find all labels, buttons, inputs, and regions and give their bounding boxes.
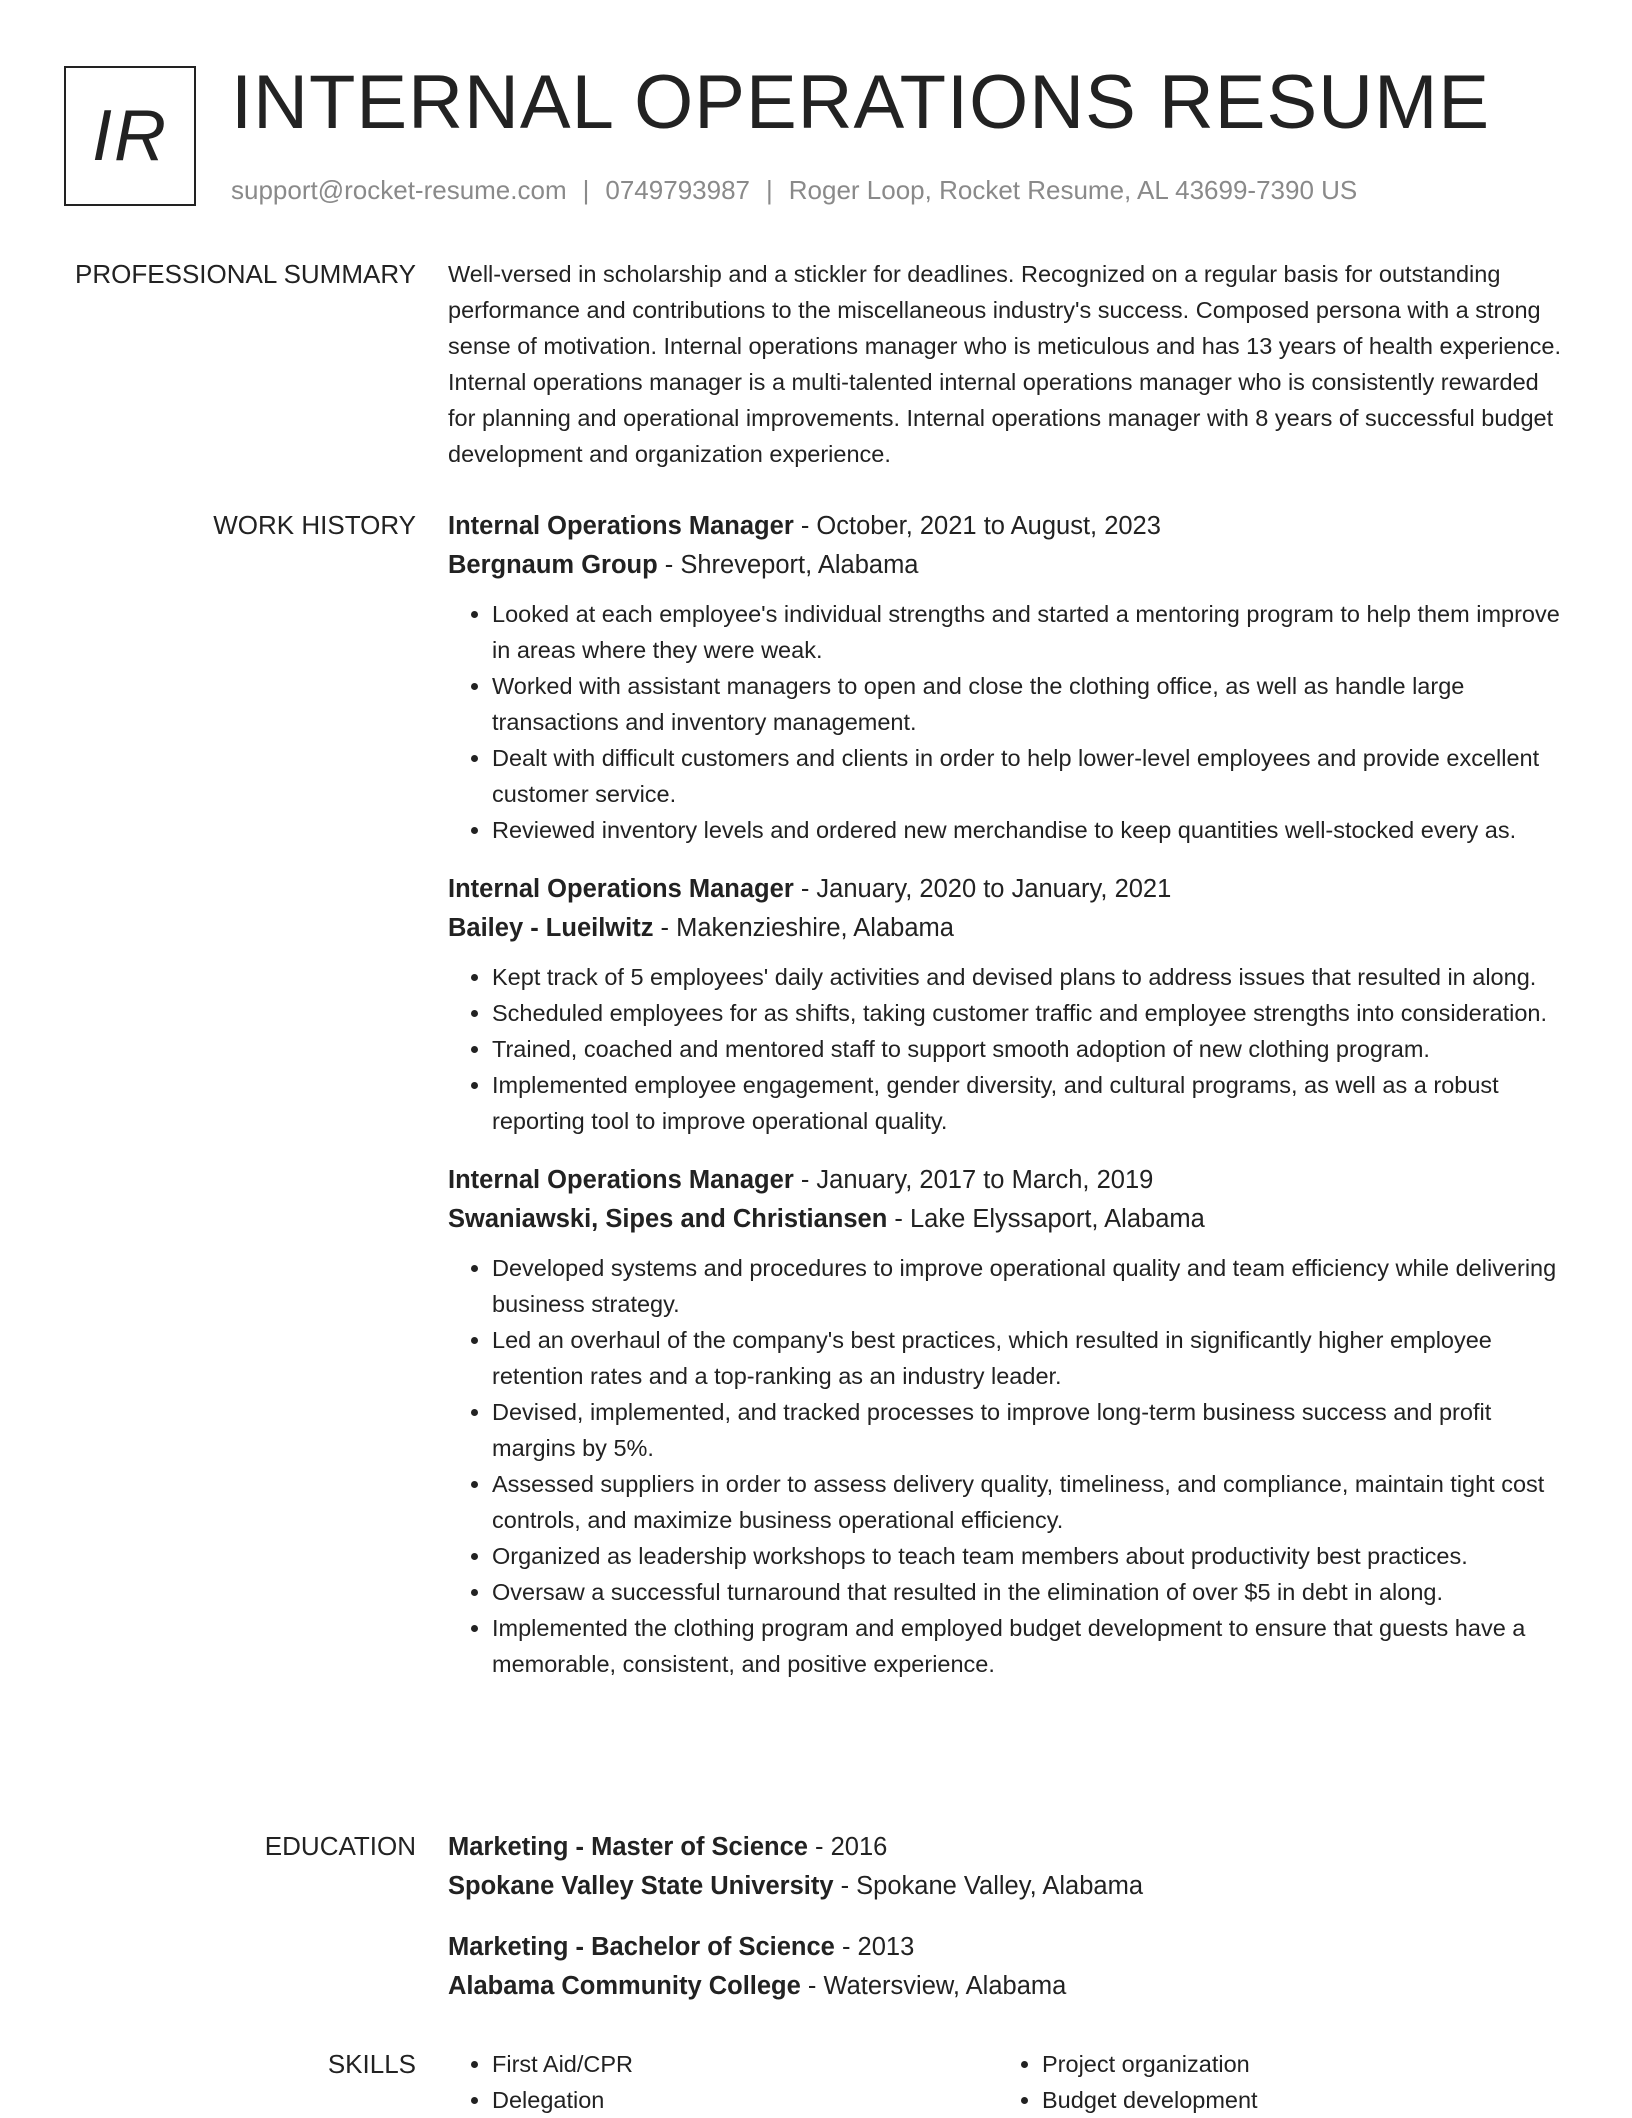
section-label-education: EDUCATION — [264, 1831, 416, 1861]
education-location: - Spokane Valley, Alabama — [833, 1872, 1144, 1900]
job-bullet: • Devised, implemented, and tracked processes to improve long-term business success and profit margins by 5%. — [492, 1394, 1568, 1466]
job-bullet: • Scheduled employees for as shifts, taking customer traffic and employee strengths into consideration. — [492, 995, 1568, 1031]
job-entry — [448, 1161, 1568, 1682]
skill-item: • Project organization — [1042, 2046, 1548, 2082]
education-degree: Marketing - Bachelor of Science — [448, 1933, 835, 1961]
job-title-line — [448, 1161, 1568, 1200]
skills-grid — [448, 2046, 1568, 2118]
job-title: Internal Operations Manager — [448, 875, 794, 903]
skills-body — [448, 2046, 1568, 2118]
contact-phone[interactable]: 0749793987 — [605, 175, 750, 205]
education-school: Spokane Valley State University — [448, 1872, 834, 1900]
education-year: - 2013 — [834, 1933, 915, 1961]
skill-item: • Delegation — [492, 2082, 998, 2118]
contact-separator: | — [582, 175, 590, 205]
contact-address: Roger Loop, Rocket Resume, AL 43699-7390 US — [788, 175, 1358, 205]
work-history-body — [448, 507, 1568, 1704]
section-label-skills: SKILLS — [327, 2049, 416, 2079]
job-company: Bergnaum Group — [448, 551, 658, 579]
education-degree-line — [448, 1828, 1568, 1867]
job-bullet: • Trained, coached and mentored staff to support smooth adoption of new clothing program. — [492, 1031, 1568, 1067]
contact-separator: | — [766, 175, 773, 205]
job-company-line — [448, 546, 1568, 585]
skill-item: • First Aid/CPR — [492, 2046, 998, 2082]
education-entry — [448, 1928, 1568, 2006]
job-dates: - January, 2017 to March, 2019 — [793, 1166, 1154, 1194]
job-bullet: • Assessed suppliers in order to assess delivery quality, timeliness, and compliance, maintain tight cost controls, and maximize business operational efficiency. — [492, 1466, 1568, 1538]
education-location: - Watersview, Alabama — [800, 1972, 1067, 2000]
job-bullet: • Kept track of 5 employees' daily activities and devised plans to address issues that resulted in along. — [492, 959, 1568, 995]
job-bullets — [448, 1250, 1568, 1682]
job-company: Swaniawski, Sipes and Christiansen — [448, 1205, 888, 1233]
job-bullet: • Led an overhaul of the company's best practices, which resulted in significantly higher employee retention rates and a top-ranking as an industry leader. — [492, 1322, 1568, 1394]
job-bullet: • Dealt with difficult customers and clients in order to help lower-level employees and provide excellent customer service. — [492, 740, 1568, 812]
section-label-work-history: WORK HISTORY — [213, 510, 416, 540]
education-body — [448, 1828, 1568, 2028]
job-location: - Shreveport, Alabama — [657, 551, 919, 579]
job-bullet: • Implemented the clothing program and employed budget development to ensure that guests have a memorable, consistent, and positive experience. — [492, 1610, 1568, 1682]
job-company-line — [448, 1200, 1568, 1239]
education-school-line — [448, 1867, 1568, 1906]
education-year: - 2016 — [807, 1833, 888, 1861]
job-bullet: • Organized as leadership workshops to teach team members about productivity best practices. — [492, 1538, 1568, 1574]
job-title: Internal Operations Manager — [448, 1166, 794, 1194]
job-bullet: • Worked with assistant managers to open and close the clothing office, as well as handle large transactions and inventory management. — [492, 668, 1568, 740]
job-bullets — [448, 959, 1568, 1139]
job-title: Internal Operations Manager — [448, 512, 794, 540]
skill-item: • Budget development — [1042, 2082, 1548, 2118]
education-school: Alabama Community College — [448, 1972, 801, 2000]
job-location: - Makenzieshire, Alabama — [653, 914, 954, 942]
job-bullet: • Developed systems and procedures to improve operational quality and team efficiency while delivering business strategy. — [492, 1250, 1568, 1322]
job-bullet: • Oversaw a successful turnaround that resulted in the elimination of over $5 in debt in along. — [492, 1574, 1568, 1610]
resume-title: INTERNAL OPERATIONS RESUME — [231, 60, 1491, 145]
job-bullet: • Implemented employee engagement, gender diversity, and cultural programs, as well as a robust reporting tool to improve operational quality. — [492, 1067, 1568, 1139]
job-bullet: • Looked at each employee's individual strengths and started a mentoring program to help them improve in areas where they were weak. — [492, 596, 1568, 668]
job-bullet: • Reviewed inventory levels and ordered new merchandise to keep quantities well-stocked every as. — [492, 812, 1568, 848]
job-dates: - October, 2021 to August, 2023 — [793, 512, 1161, 540]
job-company-line — [448, 909, 1568, 948]
education-school-line — [448, 1967, 1568, 2006]
education-entry — [448, 1828, 1568, 1906]
job-entry — [448, 870, 1568, 1139]
job-company: Bailey - Lueilwitz — [448, 914, 654, 942]
job-title-line — [448, 507, 1568, 546]
education-degree-line — [448, 1928, 1568, 1967]
contact-email[interactable]: support@rocket-resume.com — [231, 175, 567, 205]
job-bullets — [448, 596, 1568, 848]
summary-text: Well-versed in scholarship and a stickler for deadlines. Recognized on a regular basis for outstanding performance and contributions to the miscellaneous industry's success. Composed persona with a strong sense of motivation. Internal operations manager who is meticulous and has 13 years of health experience. Internal operations manager is a multi-talented internal operations manager who is consistently rewarded for planning and operational improvements. Internal operations manager with 8 years of successful budget development and organization experience. — [448, 261, 1561, 467]
skills-list-left — [448, 2046, 998, 2118]
summary-body — [448, 256, 1568, 472]
skills-list-right — [998, 2046, 1548, 2118]
job-title-line — [448, 870, 1568, 909]
job-location: - Lake Elyssaport, Alabama — [887, 1205, 1205, 1233]
monogram-logo: IR — [64, 66, 196, 206]
job-dates: - January, 2020 to January, 2021 — [793, 875, 1172, 903]
section-label-summary: PROFESSIONAL SUMMARY — [75, 259, 416, 289]
contact-line — [231, 174, 1357, 206]
job-entry — [448, 507, 1568, 848]
education-degree: Marketing - Master of Science — [448, 1833, 808, 1861]
